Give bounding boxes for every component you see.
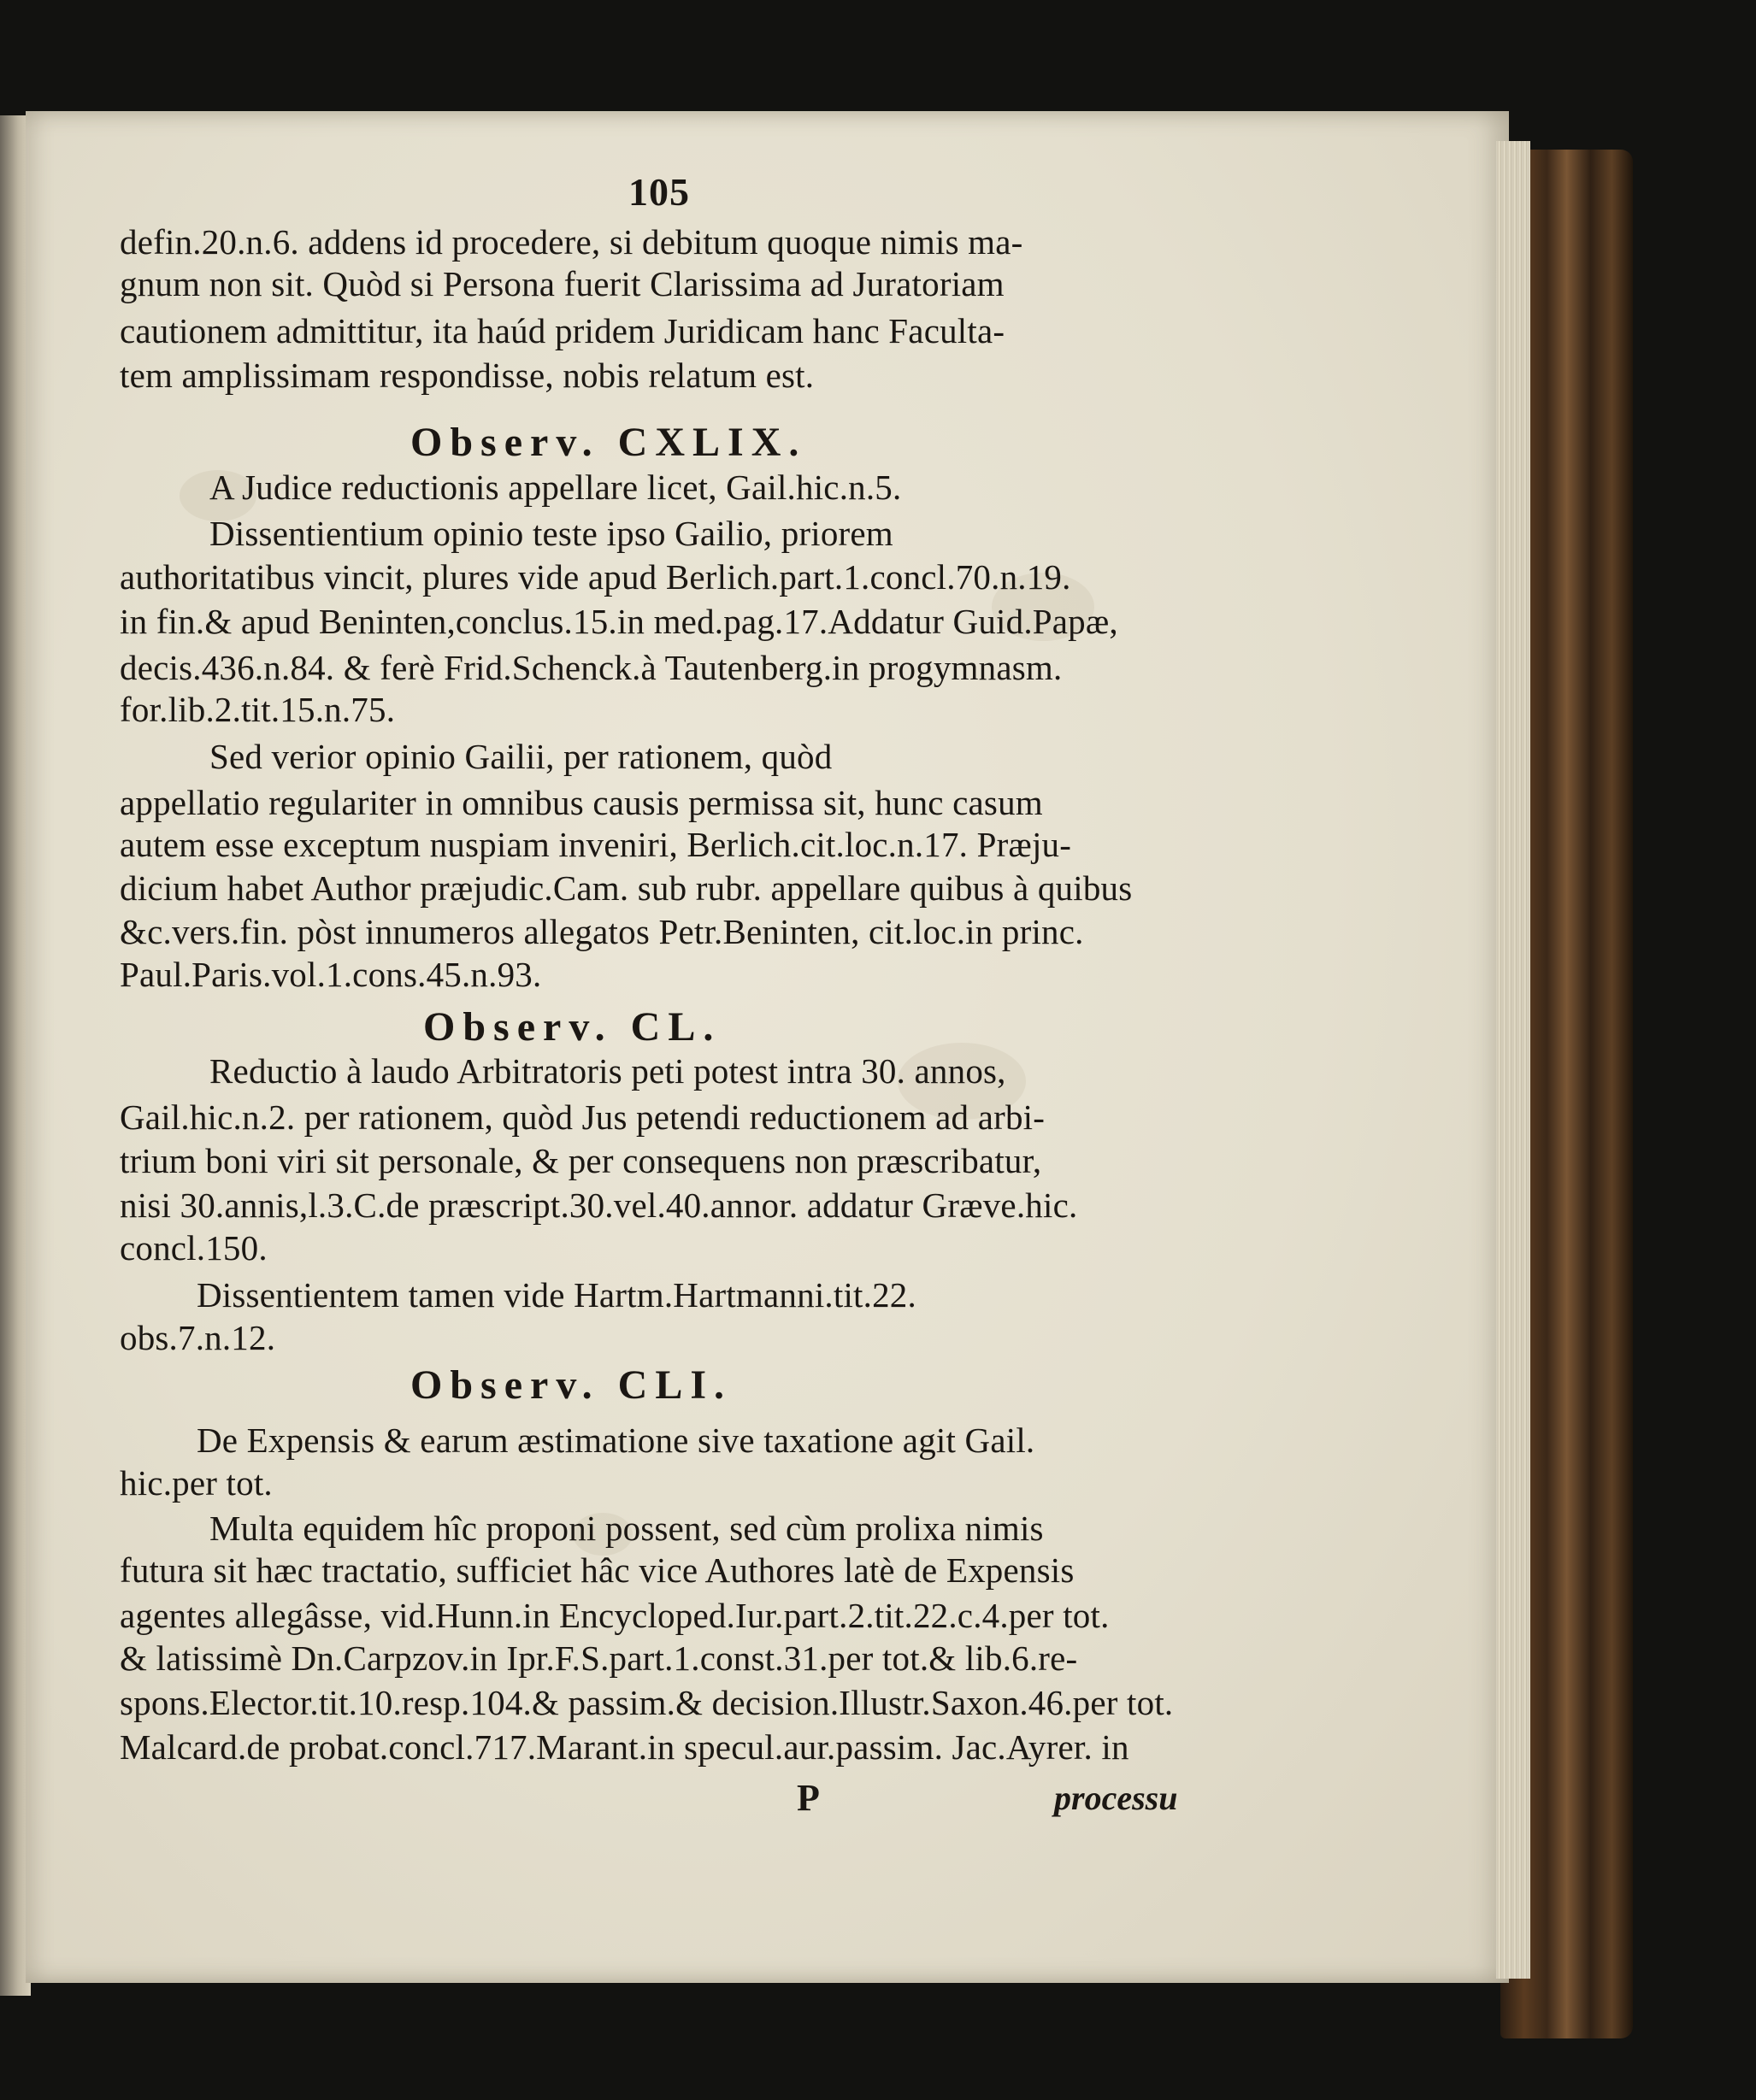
text-line: trium boni viri sit personale, & per consequens non præscribatur,: [120, 1141, 1042, 1180]
text-line: hic.per tot.: [120, 1463, 273, 1503]
text-line: Paul.Paris.vol.1.cons.45.n.93.: [120, 955, 542, 994]
text-line: futura sit hæc tractatio, sufficiet hâc vice Authores latè de Expensis: [120, 1550, 1075, 1590]
section-heading: Observ. CL.: [423, 1004, 722, 1050]
text-line: Reductio à laudo Arbitratoris peti potest intra 30. annos,: [209, 1051, 1006, 1091]
text-line: Dissentientem tamen vide Hartm.Hartmanni.tit.22.: [197, 1275, 916, 1315]
text-line: nisi 30.annis,l.3.C.de præscript.30.vel.40.annor. addatur Græve.hic.: [120, 1185, 1078, 1225]
text-line: autem esse exceptum nuspiam inveniri, Berlich.cit.loc.n.17. Præju-: [120, 825, 1072, 864]
text-line: Gail.hic.n.2. per rationem, quòd Jus petendi reductionem ad arbi-: [120, 1097, 1046, 1137]
text-line: Sed verior opinio Gailii, per rationem, quòd: [209, 737, 833, 776]
text-line: dicium habet Author præjudic.Cam. sub rubr. appellare quibus à quibus: [120, 868, 1133, 908]
page-stack-edges: [1496, 141, 1530, 1979]
text-line: defin.20.n.6. addens id procedere, si debitum quoque nimis ma-: [120, 222, 1023, 262]
page-number: 105: [628, 170, 690, 214]
text-line: Multa equidem hîc proponi possent, sed cùm prolixa nimis: [209, 1509, 1044, 1548]
text-line: concl.150.: [120, 1228, 268, 1268]
text-line: &c.vers.fin. pòst innumeros allegatos Petr.Beninten, cit.loc.in princ.: [120, 912, 1084, 951]
text-line: appellatio regulariter in omnibus causis permissa sit, hunc casum: [120, 783, 1043, 822]
text-line: in fin.& apud Beninten,conclus.15.in med.pag.17.Addatur Guid.Papæ,: [120, 602, 1118, 641]
text-line: for.lib.2.tit.15.n.75.: [120, 690, 396, 729]
text-line: & latissimè Dn.Carpzov.in Ipr.F.S.part.1.const.31.per tot.& lib.6.re-: [120, 1638, 1078, 1678]
text-line: De Expensis & earum æstimatione sive taxatione agit Gail.: [197, 1421, 1035, 1460]
text-line: Dissentientium opinio teste ipso Gailio, priorem: [209, 514, 893, 553]
signature-mark: P: [797, 1777, 820, 1819]
text-line: decis.436.n.84. & ferè Frid.Schenck.à Tautenberg.in progymnasm.: [120, 648, 1063, 687]
text-line: obs.7.n.12.: [120, 1318, 276, 1357]
catchword: processu: [1054, 1779, 1178, 1817]
text-line: Malcard.de probat.concl.717.Marant.in specul.aur.passim. Jac.Ayrer. in: [120, 1727, 1129, 1767]
text-line: gnum non sit. Quòd si Persona fuerit Clarissima ad Juratoriam: [120, 264, 1005, 303]
text-line: cautionem admittitur, ita haúd pridem Juridicam hanc Faculta-: [120, 311, 1005, 350]
text-line: authoritatibus vincit, plures vide apud Berlich.part.1.concl.70.n.19.: [120, 557, 1071, 597]
text-line: agentes allegâsse, vid.Hunn.in Encycloped.Iur.part.2.tit.22.c.4.per tot.: [120, 1596, 1110, 1635]
section-heading: Observ. CLI.: [410, 1362, 733, 1408]
text-line: spons.Elector.tit.10.resp.104.& passim.& decision.Illustr.Saxon.46.per tot.: [120, 1683, 1174, 1722]
text-line: A Judice reductionis appellare licet, Gail.hic.n.5.: [209, 468, 902, 507]
section-heading: Observ. CXLIX.: [410, 420, 807, 465]
text-line: tem amplissimam respondisse, nobis relatum est.: [120, 356, 815, 395]
